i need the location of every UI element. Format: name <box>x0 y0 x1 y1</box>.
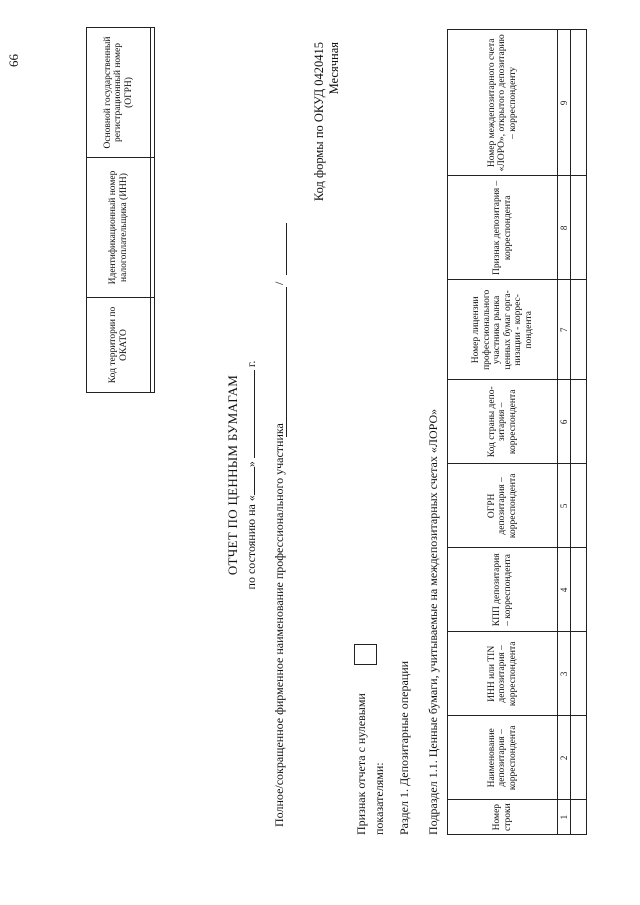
col-number-9: 9 <box>558 30 571 176</box>
ogrn-header: Основной государственный регистрационный номер (ОГРН) <box>87 28 151 158</box>
inn-cell <box>151 158 155 298</box>
header-depository-flag: Признак депозитария – корреспондента <box>448 176 558 280</box>
table-cell[interactable] <box>571 632 587 716</box>
as-of-mid: » <box>244 461 258 468</box>
header-depository-name: Наименование депозитария – корреспондента <box>448 716 558 800</box>
report-title: ОТЧЕТ ПО ЦЕННЫМ БУМАГАМ <box>225 374 240 576</box>
header-ogrn: ОГРН депозитария – корреспондента <box>448 464 558 548</box>
zero-indicator-label <box>352 693 388 835</box>
participant-name-label: Полное/сокращенное фирменное наименование профессионального участника <box>272 423 286 827</box>
header-country-code: Код страны депо-зитария – корреспондента <box>448 380 558 464</box>
table-cell[interactable] <box>571 800 587 835</box>
section-title: Раздел 1. Депозитарные операции <box>397 660 411 835</box>
participant-name-field[interactable] <box>285 287 287 437</box>
header-row-number: Номер строки <box>448 800 558 835</box>
as-of-suffix: г. <box>244 360 258 368</box>
table-cell[interactable] <box>571 176 587 280</box>
form-code <box>312 42 342 285</box>
ogrn-cell <box>151 28 155 158</box>
col-number-5: 5 <box>558 464 571 548</box>
inn-header: Идентификационный номер налогоплательщика (ИНН) <box>87 158 151 298</box>
zero-indicator-line2: показателями: <box>372 762 386 835</box>
as-of-date <box>243 295 259 655</box>
okud-code: Код формы по ОКУД 0420415 <box>312 42 326 202</box>
table-cell[interactable] <box>571 464 587 548</box>
table-cell[interactable] <box>571 280 587 380</box>
table-row <box>571 30 587 835</box>
col-number-3: 3 <box>558 632 571 716</box>
col-number-4: 4 <box>558 548 571 632</box>
table-cell[interactable] <box>571 30 587 176</box>
zero-indicator-line1: Признак отчета с нулевыми <box>354 693 368 835</box>
ident-table <box>86 27 155 393</box>
table-cell[interactable] <box>571 548 587 632</box>
col-number-6: 6 <box>558 380 571 464</box>
okato-header: Код территории по ОКАТО <box>87 298 151 393</box>
okato-cell <box>151 298 155 393</box>
subsection-title: Подраздел 1.1. Ценные бумаги, учитываемые на междепозитарных счетах «ЛОРО» <box>426 408 440 835</box>
participant-short-field[interactable] <box>285 223 287 275</box>
col-number-8: 8 <box>558 176 571 280</box>
participant-separator: / <box>272 281 286 285</box>
header-kpp: КПП депозитария – корреспондента <box>448 548 558 632</box>
zero-indicator-checkbox[interactable] <box>354 644 377 665</box>
page-number: 66 <box>6 54 21 67</box>
header-loro-account: Номер междепозитарного счета «ЛОРО», открытого депозитарию – корреспонденту <box>448 30 558 176</box>
table-cell[interactable] <box>571 380 587 464</box>
loro-securities-table <box>447 29 587 835</box>
col-number-7: 7 <box>558 280 571 380</box>
day-field[interactable] <box>243 467 255 495</box>
header-inn-tin: ИНН или TIN депозитария – корреспондента <box>448 632 558 716</box>
table-cell[interactable] <box>571 716 587 800</box>
periodicity: Месячная <box>327 42 341 95</box>
col-number-2: 2 <box>558 716 571 800</box>
header-license-number: Номер лицензии профессионального участника рынка ценных бумаг орга-низации - коррес-пондента <box>448 280 558 380</box>
month-year-field[interactable] <box>243 370 255 458</box>
col-number-1: 1 <box>558 800 571 835</box>
as-of-prefix: по состоянию на « <box>244 495 258 590</box>
